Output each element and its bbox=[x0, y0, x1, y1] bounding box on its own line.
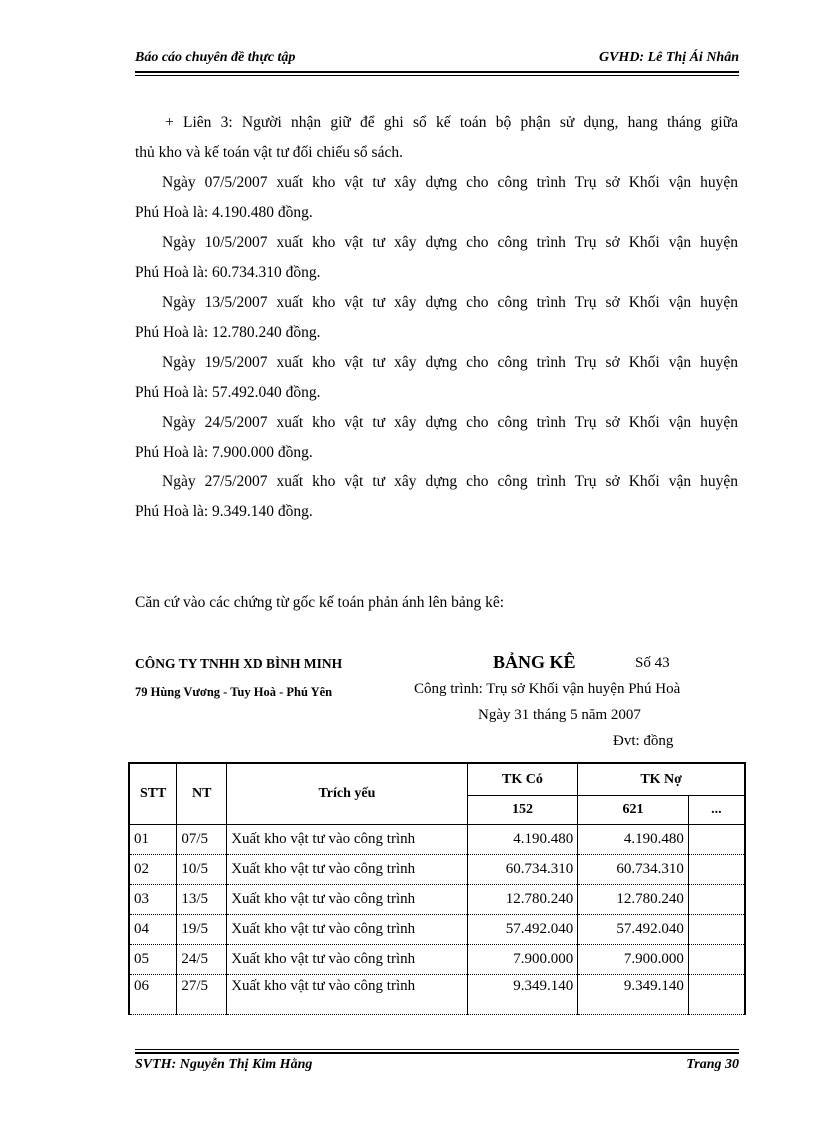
cell-credit: 12.780.240 bbox=[467, 885, 578, 915]
entry-line: Ngày 24/5/2007 xuất kho vật tư xây dựng cho công trình Trụ sở Khối vận huyện bbox=[162, 414, 738, 431]
currency-unit: Đvt: đồng bbox=[613, 733, 674, 749]
col-header-debit: TK Nợ bbox=[578, 763, 745, 796]
statement-date: Ngày 31 tháng 5 năm 2007 bbox=[478, 707, 641, 723]
intro-text: Căn cứ vào các chứng từ gốc kế toán phản ánh lên bảng kê: bbox=[135, 594, 505, 611]
cell-nt: 07/5 bbox=[177, 825, 227, 855]
entry-line: Phú Hoà là: 60.734.310 đồng. bbox=[135, 264, 321, 281]
entry-line: Phú Hoà là: 57.492.040 đồng. bbox=[135, 384, 321, 401]
cell-nt: 24/5 bbox=[177, 945, 227, 975]
supervisor-name: GVHD: Lê Thị Ái Nhân bbox=[598, 50, 739, 65]
student-name: SVTH: Nguyễn Thị Kim Hằng bbox=[135, 1057, 313, 1072]
cell-desc: Xuất kho vật tư vào công trình bbox=[227, 915, 467, 945]
statement-number: Số 43 bbox=[635, 655, 670, 671]
col-header-stt: STT bbox=[129, 763, 177, 825]
table-row bbox=[129, 945, 745, 975]
cell-debit: 9.349.140 bbox=[578, 975, 689, 1015]
footer-rule-thin bbox=[135, 1049, 739, 1050]
entry-line: Phú Hoà là: 7.900.000 đồng. bbox=[135, 444, 313, 461]
col-header-debit-account: 621 bbox=[578, 796, 689, 825]
cell-extra bbox=[688, 945, 745, 975]
paragraph-line: thủ kho và kế toán vật tư đối chiếu sổ sách. bbox=[135, 144, 403, 161]
cell-stt: 04 bbox=[129, 915, 177, 945]
header-rule-thin bbox=[135, 75, 739, 76]
cell-desc: Xuất kho vật tư vào công trình bbox=[227, 885, 467, 915]
entry-line: Ngày 07/5/2007 xuất kho vật tư xây dựng cho công trình Trụ sở Khối vận huyện bbox=[162, 174, 738, 191]
entry-line: Ngày 10/5/2007 xuất kho vật tư xây dựng cho công trình Trụ sở Khối vận huyện bbox=[162, 234, 738, 251]
cell-credit: 4.190.480 bbox=[467, 825, 578, 855]
paragraph-line: + Liên 3: Người nhận giữ để ghi sổ kế toán bộ phận sử dụng, hang tháng giữa bbox=[165, 114, 738, 131]
company-name: CÔNG TY TNHH XD BÌNH MINH bbox=[135, 656, 343, 671]
cell-stt: 02 bbox=[129, 855, 177, 885]
statement-title: BẢNG KÊ bbox=[493, 652, 576, 672]
company-address: 79 Hùng Vương - Tuy Hoà - Phú Yên bbox=[135, 685, 333, 699]
cell-credit: 9.349.140 bbox=[467, 975, 578, 1015]
footer-rule bbox=[135, 1052, 739, 1054]
table-header-row bbox=[129, 763, 745, 796]
cell-extra bbox=[688, 855, 745, 885]
cell-extra bbox=[688, 825, 745, 855]
page-footer bbox=[135, 1057, 739, 1077]
cell-stt: 01 bbox=[129, 825, 177, 855]
cell-nt: 10/5 bbox=[177, 855, 227, 885]
table-row bbox=[129, 885, 745, 915]
col-header-credit: TK Có bbox=[467, 763, 578, 796]
table-row bbox=[129, 855, 745, 885]
entry-line: Phú Hoà là: 12.780.240 đồng. bbox=[135, 324, 321, 341]
cell-desc: Xuất kho vật tư vào công trình bbox=[227, 855, 467, 885]
cell-debit: 57.492.040 bbox=[578, 915, 689, 945]
report-title: Báo cáo chuyên đề thực tập bbox=[135, 50, 296, 65]
cell-extra bbox=[688, 915, 745, 945]
cell-debit: 60.734.310 bbox=[578, 855, 689, 885]
entry-line: Phú Hoà là: 4.190.480 đồng. bbox=[135, 204, 313, 221]
cell-stt: 06 bbox=[129, 975, 177, 1015]
table-row bbox=[129, 975, 745, 1015]
page-number: Trang 30 bbox=[686, 1057, 739, 1072]
cell-debit: 12.780.240 bbox=[578, 885, 689, 915]
cell-debit: 7.900.000 bbox=[578, 945, 689, 975]
page-header bbox=[135, 48, 739, 70]
cell-credit: 60.734.310 bbox=[467, 855, 578, 885]
statement-table bbox=[128, 762, 746, 1015]
entry-line: Ngày 13/5/2007 xuất kho vật tư xây dựng cho công trình Trụ sở Khối vận huyện bbox=[162, 294, 738, 311]
col-header-nt: NT bbox=[177, 763, 227, 825]
col-header-more: ... bbox=[688, 796, 745, 825]
table-row bbox=[129, 825, 745, 855]
cell-nt: 13/5 bbox=[177, 885, 227, 915]
project-name: Công trình: Trụ sở Khối vận huyện Phú Hoà bbox=[414, 681, 681, 697]
cell-desc: Xuất kho vật tư vào công trình bbox=[227, 945, 467, 975]
cell-credit: 7.900.000 bbox=[467, 945, 578, 975]
cell-nt: 19/5 bbox=[177, 915, 227, 945]
entry-line: Ngày 27/5/2007 xuất kho vật tư xây dựng cho công trình Trụ sở Khối vận huyện bbox=[162, 473, 738, 490]
cell-stt: 03 bbox=[129, 885, 177, 915]
cell-desc: Xuất kho vật tư vào công trình bbox=[227, 975, 467, 1015]
cell-credit: 57.492.040 bbox=[467, 915, 578, 945]
cell-extra bbox=[688, 885, 745, 915]
col-header-credit-account: 152 bbox=[467, 796, 578, 825]
header-rule bbox=[135, 71, 739, 73]
cell-extra bbox=[688, 975, 745, 1015]
table-row bbox=[129, 915, 745, 945]
cell-nt: 27/5 bbox=[177, 975, 227, 1015]
cell-desc: Xuất kho vật tư vào công trình bbox=[227, 825, 467, 855]
entry-line: Ngày 19/5/2007 xuất kho vật tư xây dựng cho công trình Trụ sở Khối vận huyện bbox=[162, 354, 738, 371]
col-header-desc: Trích yếu bbox=[227, 763, 467, 825]
cell-debit: 4.190.480 bbox=[578, 825, 689, 855]
entry-line: Phú Hoà là: 9.349.140 đồng. bbox=[135, 503, 313, 520]
cell-stt: 05 bbox=[129, 945, 177, 975]
